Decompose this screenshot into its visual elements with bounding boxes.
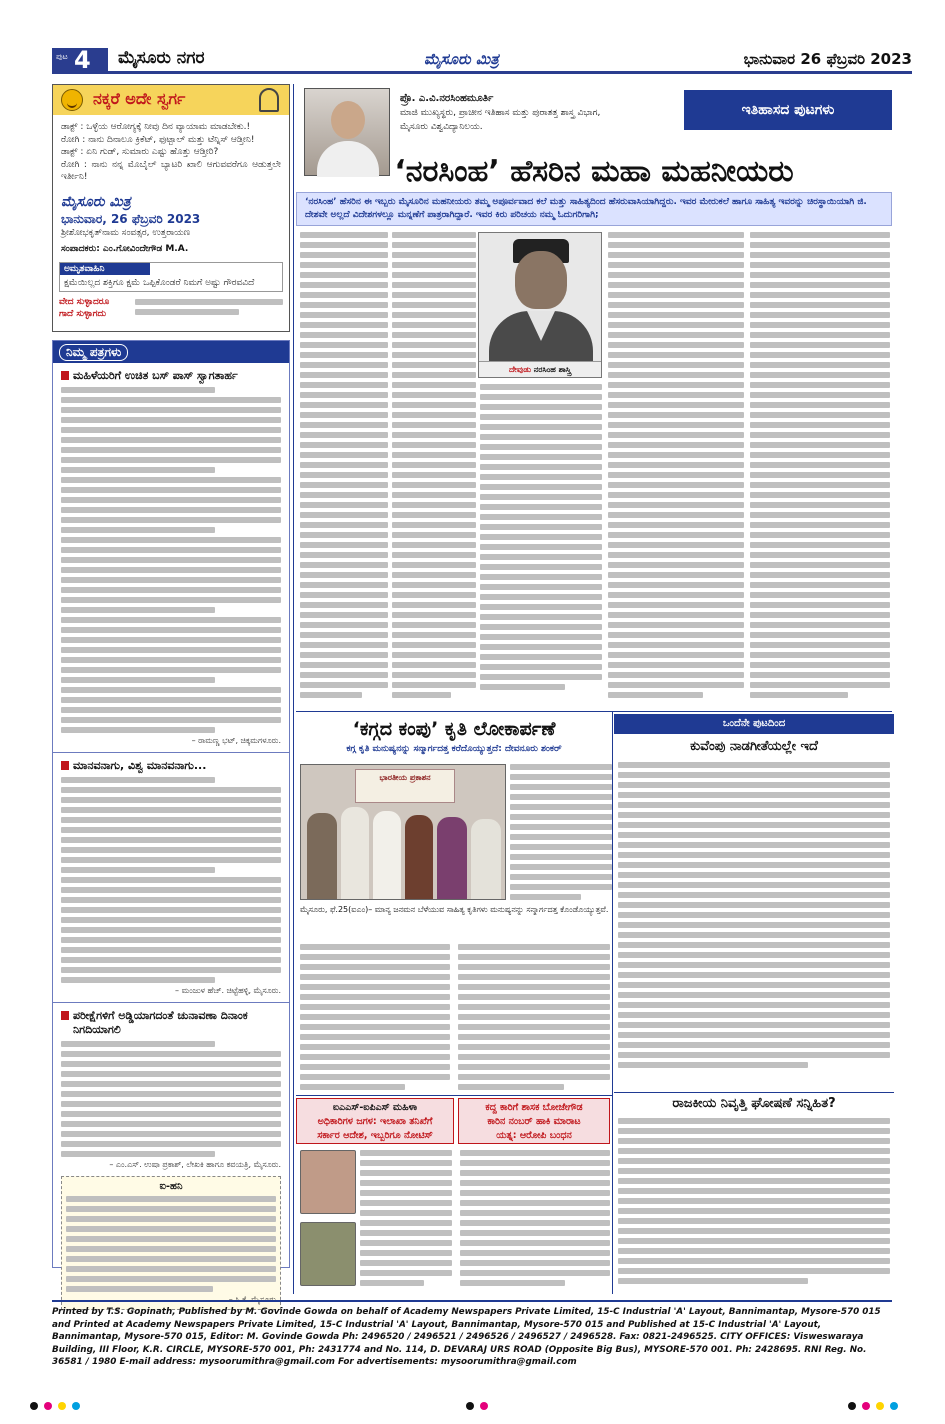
launch-headline: ‘ಕಗ್ಗದ ಕಂಪು’ ಕೃತಿ ಲೋಕಾರ್ಪಣೆ [352, 718, 556, 740]
author-name: ಪ್ರೊ. ಎ.ವಿ.ನರಸಿಂಹಮೂರ್ತಿ [400, 93, 494, 104]
letter-title: ಮಾನವನಾಗು, ವಿಶ್ವ ಮಾನವನಾಗು... [61, 759, 281, 773]
letter-body [61, 387, 281, 733]
portrait-caption [479, 361, 601, 377]
politics-text [618, 1118, 890, 1294]
launch-text [510, 764, 612, 900]
amruta-title: ಅಮೃತವಾಹಿನಿ [60, 263, 150, 275]
section-title: ಮೈಸೂರು ನಗರ [118, 48, 205, 68]
joke-box [52, 84, 290, 332]
author-role: ಮಾಜಿ ಮುಖ್ಯಸ್ಥರು, ಪ್ರಾಚೀನ ಇತಿಹಾಸ ಮತ್ತು ಪುರಾತತ್ತ ಶಾಸ್ತ್ರ ವಿಭಾಗ, [400, 108, 601, 118]
continued-headline: ಕುವೆಂಪು ನಾಡಗೀತೆಯಲ್ಲೇ ಇದೆ [690, 739, 818, 754]
joke-line: ಡಾಕ್ಟ್ : ಒಳ್ಳೆಯ ಆರೋಗ್ಯಕ್ಕೆ ನೀವು ದಿನ ವ್ಯಾಯಾಮ ಮಾಡಬೇಕು.! [61, 122, 251, 132]
face-shape [515, 251, 567, 309]
letter-signature: – ಎಂ.ಎಸ್. ಉಷಾ ಪ್ರಕಾಶ್, ಲೇಖಕಿ ಹಾಗೂ ಕವಯತ್ರಿ, ಮೈಸೂರು. [109, 1160, 281, 1169]
proverb-line: ಗಾದೆ ಸುಳ್ಳಾಗದು [59, 309, 107, 320]
brand-block [53, 190, 289, 258]
letter-body [61, 1041, 281, 1157]
ips-headline-box [296, 1098, 454, 1144]
ihani-title: ಐ-ಹನಿ [159, 1181, 183, 1192]
column-tag: ಇತಿಹಾಸದ ಪುಟಗಳು [684, 90, 892, 130]
editor-line: ಸಂಪಾದಕರು: ಎಂ.ಗೋವಿಂದೇಗೌಡ M.A. [61, 243, 189, 254]
amruta-box [59, 262, 283, 293]
continued-tag: ಒಂದೆನೇ ಪುಟದಿಂದ [614, 714, 894, 734]
launch-text [458, 944, 610, 1094]
article-column [750, 232, 890, 712]
proverb-text [135, 296, 283, 320]
proverb-label [59, 296, 129, 320]
amruta-text: ಕ್ಷಮೆಯಿಲ್ಲದ ಶಕ್ತಿಗೂ ಕ್ಷಮೆ ಒಪ್ಪಿಕೊಂಡರೆ ನಿಮಗೆ ಅಷ್ಟು ಗೌರವವಿದೆ [64, 277, 255, 288]
kaddu-line: ಯತ್ನ: ಆರೋಪಿ ಬಂಧನ [496, 1130, 572, 1141]
stage-banner [355, 769, 455, 803]
article-column [608, 232, 744, 712]
ips-line: ಅಧಿಕಾರಿಗಳ ಜಗಳ: ಇಲಾಖಾ ತನಿಖೆಗೆ [317, 1116, 433, 1127]
politics-headline: ರಾಜಕೀಯ ನಿವೃತ್ತಿ ಘೋಷಣೆ ಸನ್ನಿಹಿತ? [614, 1092, 894, 1114]
letter-signature: – ರಾಮಣ್ಣ ಭಟ್, ಚಿಕ್ಕಮಗಳೂರು. [191, 736, 281, 745]
newspaper-logo: ಮೈಸೂರು ಮಿತ್ರ [424, 50, 499, 68]
page-number-badge [52, 48, 108, 72]
proverb-line: ವೇದ ಸುಳ್ಳಾದರೂ [59, 297, 110, 308]
kaddu-text [460, 1150, 610, 1294]
officer-photo [300, 1150, 356, 1214]
brand-name: ಮೈಸೂರು ಮಿತ್ರ [61, 193, 131, 210]
issue-date: ಭಾನುವಾರ 26 ಫೆಬ್ರವರಿ 2023 [743, 50, 912, 68]
caption-red: ದೇವುಡು [509, 365, 531, 374]
launch-text [300, 944, 450, 1094]
launch-photo [300, 764, 506, 900]
ihani-signature: – ಸಿ.ಕೆ. ಮೈಸೂರು [228, 1295, 276, 1304]
kaddu-line: ಕದ್ದ ಕಾರಿಗೆ ಶಾಸಕ ಬೋಜೇಗೌಡ [485, 1102, 583, 1113]
imprint-footer: Printed by T.S. Gopinath, Published by M. Govinde Gowda on behalf of Academy Newspapers Private Limited, 15-C Industrial 'A' Layout, Bannimantap, Mysore-570 015 and Printed at Academy Newspapers Private Limited, 15-C Industrial 'A' Layout, Bannimantap, Mysore-570 015 and Published at 15-C Industrial 'A' Layout, Bannimantap, Mysore-570 015, Editor: M. Govinde Gowda Ph: 2496520 / 2496521 / 2496526 / 2496527 / 2496528. Fax: 0821-2496525. CITY OFFICES: Visweswaraya Building, III Floor, K.R. CIRCLE, MYSORE-570 001, Ph: 2431774 and No. 114, D. DEVARAJ URS ROAD (Opposite Big Bus), MYSORE-570 001. Ph: 2428695. RNI Reg. No. 36581 / 1980 E-mail address: mysoorumithra@gmail.com For advertisements: mysoorumithra@gmail.com [52, 1300, 892, 1376]
masthead [52, 48, 912, 74]
joke-line: ರೋಗಿ : ನಾನು ನನ್ನ ಮೊಬೈಲ್ ಬ್ಯಾಟರಿ ಖಾಲಿ ಆಗುವವರೆಗೂ ಆಡುತ್ತಲೇ ಇರ್ತೀನಿ! [61, 159, 281, 183]
article-column [392, 232, 476, 712]
ihani-box [61, 1176, 281, 1310]
ips-text [360, 1150, 452, 1294]
launch-subhead: ಕಗ್ಗ ಕೃತಿ ಮನುಷ್ಯನನ್ನು ಸನ್ಮಾರ್ಗದತ್ತ ಕರೆದೊಯ್ಯುತ್ತದೆ: ದೇವನೂರು ಶಂಕರ್ [346, 744, 562, 754]
launch-caption: ಮೈಸೂರು, ಫೆ.25(ಐಎಂ)– ಮಾನ್ಯ ಜನಮನ ಬೆಳೆಯುವ ಸಾಹಿತ್ಯ ಕೃತಿಗಳು ಮನುಷ್ಯನನ್ನು ಸನ್ಮಾರ್ಗದತ್ತ ಕೊಂಡೊಯ್ಯುತ್ತವೆ. [300, 905, 609, 914]
portrait-photo [478, 232, 602, 378]
registration-marks [0, 1400, 945, 1412]
letter-title: ಮಹಿಳೆಯರಿಗೆ ಉಚಿತ ಬಸ್ ಪಾಸ್ ಸ್ವಾಗತಾರ್ಹ [61, 369, 281, 383]
article-deck: ‘ನರಸಿಂಹ’ ಹೆಸರಿನ ಈ ಇಬ್ಬರು ಮೈಸೂರಿನ ಮಹನೀಯರು ತಮ್ಮ ಅಪೂರ್ವವಾದ ಕಲೆ ಮತ್ತು ಸಾಹಿತ್ಯದಿಂದ ಹೆಸರುವಾಸಿಯಾಗಿದ್ದರು. ಇವರ ಮೇರುಕಲೆ ಹಾಗೂ ಸಾಹಿತ್ಯ ಇವರನ್ನು ಚಿರಸ್ಥಾಯಿಯಾಗಿ ಜಿ. ದೇಶವೇ ಅಲ್ಲದೆ ವಿದೇಶಗಳಲ್ಲೂ ಮನ್ನಣೆಗೆ ಪಾತ್ರರಾಗಿದ್ದಾರೆ. ಇವರ ಕಿರು ಪರಿಚಯ ನಮ್ಮ ಓದುಗರಿಗಾಗಿ; [296, 192, 892, 226]
brand-date: ಭಾನುವಾರ, 26 ಫೆಬ್ರವರಿ 2023 [61, 211, 201, 226]
proverb-row [59, 296, 283, 320]
ihani-body [66, 1196, 276, 1292]
kaddu-headline-box [458, 1098, 610, 1144]
letter-body [61, 777, 281, 983]
page-label: ಪುಟ [56, 52, 68, 61]
letters-title: ನಿಮ್ಮ ಪತ್ರಗಳು [59, 344, 128, 361]
author-university: ಮೈಸೂರು ವಿಶ್ವವಿದ್ಯಾನಿಲಯ. [400, 122, 483, 132]
joke-body [53, 115, 289, 190]
article-column [300, 232, 388, 712]
smiley-icon [61, 89, 83, 111]
page-number: 4 [74, 46, 91, 74]
ips-line: ಸರ್ಕಾರ ಆದೇಶ, ಇಬ್ಬರಿಗೂ ನೋಟಿಸ್ [317, 1130, 433, 1141]
letter-title: ಪರೀಕ್ಷೆಗಳಿಗೆ ಅಡ್ಡಿಯಾಗದಂತೆ ಚುನಾವಣಾ ದಿನಾಂಕ ನಿಗದಿಯಾಗಲಿ [61, 1009, 281, 1037]
cartoon-icon [259, 88, 279, 112]
joke-title: ನಕ್ಕರೆ ಅದೇ ಸ್ವರ್ಗ [93, 89, 186, 108]
joke-line: ಡಾಕ್ಟ್ : ಏನಿ ಗುಡ್, ಸುಮಾರು ಎಷ್ಟು ಹೊತ್ತು ಆಡ್ತೀರಿ? [61, 147, 219, 158]
author-info [400, 92, 650, 134]
continued-text [618, 762, 890, 1088]
joke-header [53, 85, 289, 115]
caption-name: ನರಸಿಂಹ ಶಾಸ್ತ್ರಿ [533, 365, 571, 374]
joke-line: ರೋಗಿ : ನಾನು ದಿನಾಲೂ ಕ್ರಿಕೆಟ್, ಫುಟ್ಬಾಲ್ ಮತ್ತು ಟೆನ್ನಿಸ್ ಆಡ್ತೀನಿ! [61, 134, 255, 145]
letter-signature: – ಮಂಜುಳ ಹೆಚ್. ಚಿಟ್ಟೆಹಳ್ಳಿ, ಮೈಸೂರು. [175, 986, 281, 995]
article-headline: ‘ನರಸಿಂಹ’ ಹೆಸರಿನ ಮಹಾ ಮಹನೀಯರು [394, 154, 794, 189]
letters-header [53, 341, 289, 363]
kaddu-line: ಕಾರಿನ ನಂಬರ್ ಹಾಕಿ ಮಾರಾಟ [487, 1116, 581, 1127]
brand-line: ಶ್ರೀಶೋಭಕೃತ್‌ನಾಮ ಸಂವತ್ಸರ, ಉತ್ತರಾಯಣ [61, 227, 191, 238]
letters-column [52, 340, 290, 1304]
ips-line: ಐಎಎಸ್-ಐಪಿಎಸ್ ಮಹಿಳಾ [332, 1102, 418, 1113]
banner-text: ಭಾರತೀಯ ಪ್ರಕಾಶನ [379, 773, 431, 782]
officer-photo [300, 1222, 356, 1286]
article-column [480, 384, 602, 710]
